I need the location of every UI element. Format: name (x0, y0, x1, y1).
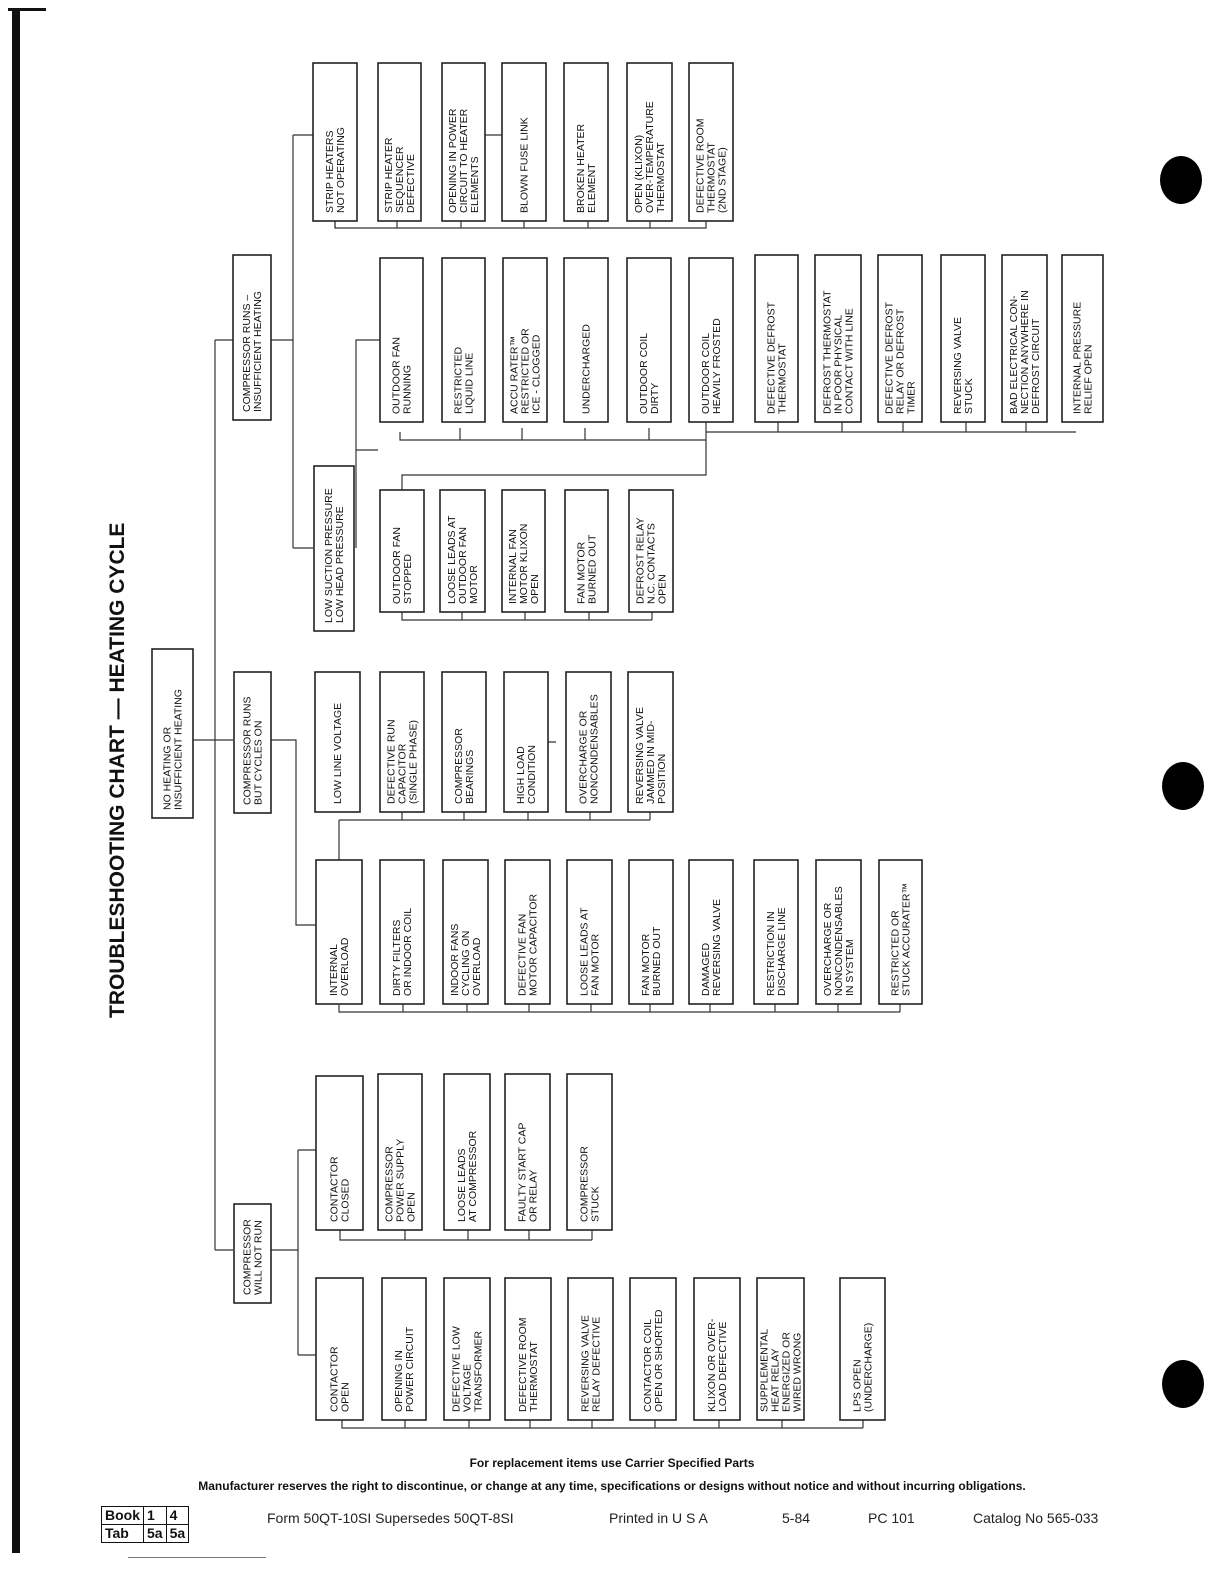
strip-heater-cause-6-line-1: DEFECTIVE ROOM (694, 118, 707, 213)
overload-cause-7-line-2: DISCHARGE LINE (776, 907, 788, 996)
overload-cause-8 (816, 860, 861, 1004)
contactor-closed-cause-4 (567, 1074, 612, 1230)
fan-stopped-cause-2 (440, 490, 485, 612)
cycling-cause-5-line-1: OVERCHARGE OR (577, 710, 590, 804)
contactor-open (316, 1278, 363, 1420)
overload-cause-1-line-2: OR INDOOR COIL (402, 907, 414, 996)
strip-heater-cause-5 (627, 63, 672, 221)
contactor-closed-cause-4-line-2: STUCK (589, 1186, 602, 1222)
cycling-cause-5 (566, 672, 611, 812)
contactor-open-cause-6-line-1: KLIXON OR OVER- (706, 1318, 718, 1412)
contactor-open-cause-7-line-3: ENERGIZED OR (780, 1332, 793, 1412)
cycling-cause-3-line-2: BEARINGS (464, 749, 476, 804)
contactor-open-cause-5-line-2: OPEN OR SHORTED (653, 1309, 665, 1412)
suction-cause-6 (689, 258, 733, 422)
branch-compressor-runs-insufficient-line-1: COMPRESSOR RUNS – (241, 294, 253, 412)
overload-cause-2-line-3: OVERLOAD (471, 937, 483, 996)
contactor-closed-cause-1-line-3: OPEN (405, 1192, 418, 1222)
chart-title: TROUBLESHOOTING CHART — HEATING CYCLE (106, 522, 129, 1018)
contactor-open-cause-2-line-1: DEFECTIVE LOW (450, 1326, 463, 1412)
frost-cause-6-line-2: RELIEF OPEN (1082, 344, 1095, 414)
book-label: Book (102, 1507, 144, 1525)
manufacturer-disclaimer: Manufacturer reserves the right to discontinue, or change at any time, specifications or designs without notice and without incurring obligations. (198, 1479, 1026, 1493)
contactor-open-cause-5-line-1: CONTACTOR COIL (642, 1319, 654, 1412)
book-tab-index (101, 1506, 189, 1543)
overload-cause-9-line-1: RESTRICTED OR (889, 910, 902, 996)
contactor-open-cause-7-line-2: HEAT RELAY (769, 1348, 782, 1412)
suction-cause-1-line-1: OUTDOOR FAN (390, 336, 403, 414)
contactor-closed-cause-1 (378, 1074, 422, 1230)
underline-mark (128, 1557, 266, 1558)
overload-cause-7 (754, 860, 798, 1004)
contactor-closed-cause-3-line-2: OR RELAY (527, 1169, 540, 1222)
strip-heater-cause-5-line-1: OPEN (KLIXON) (633, 134, 645, 213)
frost-cause-5-line-3: DEFROST CIRCUIT (1030, 318, 1042, 414)
overload-cause-5-line-1: FAN MOTOR (640, 933, 652, 996)
suction-cause-5-line-1: OUTDOOR COIL (638, 332, 650, 414)
tab-label: Tab (102, 1525, 144, 1543)
frost-cause-3-line-3: TIMER (905, 381, 918, 414)
branch-compressor-runs-insufficient (233, 255, 271, 420)
contactor-open-cause-1-line-2: POWER CIRCUIT (404, 1326, 416, 1412)
fan-stopped-cause-1 (380, 490, 424, 612)
contactor-closed-cause-4-line-1: COMPRESSOR (578, 1146, 591, 1222)
cycling-cause-5-line-2: NONCONDENSABLES (588, 694, 601, 804)
fan-stopped-cause-5-line-1: DEFROST RELAY (634, 517, 647, 604)
overload-cause-3 (505, 860, 550, 1004)
cycling-cause-2-line-1: DEFECTIVE RUN (385, 719, 398, 804)
overload-cause-2-line-1: INDOOR FANS (449, 923, 461, 996)
strip-heater-cause-4 (564, 63, 608, 221)
cycling-cause-6 (628, 672, 673, 812)
overload-cause-5 (629, 860, 673, 1004)
contactor-open-cause-4-line-2: RELAY DEFECTIVE (590, 1316, 603, 1412)
suction-cause-5-line-2: DIRTY (649, 382, 661, 414)
contactor-open-cause-8-line-1: LPS OPEN (851, 1359, 864, 1412)
suction-cause-3 (503, 258, 547, 422)
frost-cause-2 (815, 255, 861, 422)
suction-cause-1 (380, 258, 423, 422)
fan-stopped-cause-2-line-1: LOOSE LEADS AT (446, 515, 458, 604)
strip-heaters-not-operating-line-2: NOT OPERATING (335, 127, 347, 213)
overload-cause-7-line-1: RESTRICTION IN (765, 911, 777, 996)
fan-stopped-cause-4-line-1: FAN MOTOR (575, 541, 588, 604)
contactor-closed (316, 1076, 363, 1230)
suction-cause-1-line-2: RUNNING (401, 365, 414, 414)
contactor-closed-cause-2-line-2: AT COMPRESSOR (467, 1130, 479, 1222)
contactor-open-cause-3-line-1: DEFECTIVE ROOM (517, 1317, 529, 1412)
tab-number-a: 5a (144, 1525, 167, 1543)
internal-overload-line-2: OVERLOAD (339, 937, 351, 996)
overload-cause-4-line-1: LOOSE LEADS AT (578, 907, 591, 996)
suction-cause-2 (442, 258, 485, 422)
frost-cause-2-line-3: CONTACT WITH LINE (843, 308, 856, 414)
contactor-open-cause-3 (505, 1278, 551, 1420)
contactor-open-cause-8-line-2: (UNDERCHARGE) (862, 1322, 875, 1412)
overload-cause-6-line-1: DAMAGED (700, 942, 712, 996)
frost-cause-5-line-1: BAD ELECTRICAL CON- (1008, 295, 1020, 414)
frost-cause-2-line-1: DEFROST THERMOSTAT (821, 290, 834, 414)
contactor-closed-cause-2 (444, 1074, 490, 1230)
contactor-open-cause-2 (444, 1278, 490, 1420)
replacement-parts-note: For replacement items use Carrier Specified Parts (469, 1456, 755, 1470)
contactor-closed-cause-3-line-1: FAULTY START CAP (516, 1122, 529, 1222)
overload-cause-1 (380, 860, 424, 1004)
branch-compressor-cycles-on-line-1: COMPRESSOR RUNS (241, 696, 254, 805)
overload-cause-6 (689, 860, 733, 1004)
strip-heater-cause-2-line-1: OPENING IN POWER (447, 108, 459, 213)
branch-compressor-will-not-run-line-2: WILL NOT RUN (252, 1220, 265, 1295)
cycling-cause-2-line-2: CAPACITOR (396, 743, 409, 804)
strip-heaters-not-operating-line-1: STRIP HEATERS (324, 130, 336, 213)
suction-cause-6-line-2: HEAVILY FROSTED (711, 318, 723, 414)
overload-cause-9-line-2: STUCK ACCURATER™ (900, 883, 913, 996)
overload-cause-2-line-2: CYCLING ON (460, 930, 472, 996)
branch-compressor-cycles-on-line-2: BUT CYCLES ON (252, 720, 265, 805)
overload-cause-4 (567, 860, 612, 1004)
strip-heater-cause-2 (442, 63, 485, 221)
cycling-cause-3-line-1: COMPRESSOR (453, 728, 465, 804)
frost-cause-1-line-2: THERMOSTAT (776, 343, 789, 414)
overload-cause-4-line-2: FAN MOTOR (589, 933, 602, 996)
fan-stopped-cause-5 (629, 490, 673, 612)
fan-stopped-cause-2-line-2: OUTDOOR FAN (457, 526, 469, 604)
contactor-open-cause-6 (694, 1278, 740, 1420)
cycling-cause-3 (442, 672, 486, 812)
strip-heater-cause-2-line-3: ELEMENTS (469, 156, 481, 213)
strip-heater-cause-1-line-2: SEQUENCER (394, 146, 406, 213)
cycling-cause-4-line-2: CONDITION (526, 745, 538, 804)
contactor-open-cause-5 (630, 1278, 676, 1420)
book-number-a: 1 (144, 1507, 167, 1525)
strip-heater-cause-1-line-3: DEFECTIVE (405, 154, 417, 213)
fan-stopped-cause-5-line-3: OPEN (656, 574, 669, 604)
strip-heater-cause-1-line-1: STRIP HEATER (383, 137, 395, 213)
low-suction-low-head-pressure-line-2: LOW HEAD PRESSURE (334, 506, 346, 623)
contactor-open-cause-6-line-2: LOAD DEFECTIVE (717, 1321, 729, 1412)
frost-cause-4 (941, 255, 985, 422)
fan-stopped-cause-4 (565, 490, 608, 612)
strip-heater-cause-3 (502, 63, 546, 221)
contactor-closed-cause-3 (505, 1074, 550, 1230)
strip-heater-cause-2-line-2: CIRCUIT TO HEATER (458, 108, 470, 213)
contactor-open-cause-1-line-1: OPENING IN (393, 1350, 405, 1412)
contactor-open-cause-7-line-1: SUPPLEMENTAL (758, 1328, 771, 1412)
fan-stopped-cause-1-line-2: STOPPED (402, 554, 414, 604)
branch-compressor-runs-insufficient-line-2: INSUFFICIENT HEATING (252, 291, 264, 412)
tab-number-b: 5a (166, 1525, 189, 1543)
branch-compressor-will-not-run (234, 1204, 271, 1303)
contactor-open-cause-4 (568, 1278, 613, 1420)
strip-heater-cause-5-line-3: THERMOSTAT (655, 142, 667, 213)
print-date: 5-84 (782, 1510, 811, 1526)
cycling-cause-4-line-1: HIGH LOAD (515, 746, 527, 804)
overload-cause-2 (443, 860, 488, 1004)
frost-cause-2-line-2: IN POOR PHYSICAL (832, 314, 845, 414)
suction-cause-3-line-3: ICE - CLOGGED (530, 334, 543, 414)
frost-cause-5 (1002, 255, 1047, 422)
branch-compressor-will-not-run-line-1: COMPRESSOR (241, 1219, 254, 1295)
frost-cause-3-line-2: RELAY OR DEFROST (894, 308, 907, 414)
fan-stopped-cause-4-line-2: BURNED OUT (586, 534, 599, 604)
strip-heater-cause-6-line-2: THERMOSTAT (705, 142, 718, 213)
contactor-closed-cause-1-line-1: COMPRESSOR (383, 1146, 396, 1222)
contactor-open-cause-7-line-4: WIRED WRONG (791, 1332, 804, 1412)
cycling-cause-1 (315, 672, 360, 812)
strip-heater-cause-6-line-3: (2ND STAGE) (716, 147, 729, 213)
node-boxes (152, 63, 1103, 1420)
frost-cause-4-line-1: REVERSING VALVE (952, 316, 964, 414)
low-suction-low-head-pressure-line-1: LOW SUCTION PRESSURE (323, 488, 335, 623)
root-no-heating (152, 649, 193, 818)
suction-cause-4-line-1: UNDERCHARGED (580, 324, 593, 414)
suction-cause-5 (627, 258, 671, 422)
frost-cause-1 (755, 255, 798, 422)
cycling-cause-1-line-1: LOW LINE VOLTAGE (332, 702, 344, 804)
pc-code: PC 101 (868, 1510, 915, 1526)
low-suction-low-head-pressure (314, 466, 354, 631)
contactor-closed-line-1: CONTACTOR (328, 1156, 341, 1222)
contactor-open-cause-2-line-3: TRANSFORMER (472, 1330, 485, 1412)
frost-cause-6-line-1: INTERNAL PRESSURE (1071, 301, 1084, 414)
suction-cause-3-line-1: ACCU RATER™ (508, 336, 521, 414)
form-number: Form 50QT-10SI Supersedes 50QT-8SI (267, 1510, 514, 1526)
suction-cause-6-line-1: OUTDOOR COIL (700, 332, 712, 414)
root-no-heating-line-2: INSUFFICIENT HEATING (172, 689, 185, 810)
frost-cause-5-line-2: NECTION ANYWHERE IN (1019, 290, 1031, 414)
internal-overload (316, 860, 362, 1004)
overload-cause-5-line-2: BURNED OUT (651, 926, 663, 996)
fan-stopped-cause-5-line-2: N.C. CONTACTS (645, 523, 658, 604)
contactor-closed-cause-1-line-2: POWER SUPPLY (394, 1138, 407, 1222)
suction-cause-4 (564, 258, 608, 422)
contactor-open-line-2: OPEN (339, 1382, 352, 1412)
strip-heater-cause-6 (689, 63, 733, 221)
overload-cause-6-line-2: REVERSING VALVE (711, 898, 723, 996)
frost-cause-3 (878, 255, 922, 422)
cycling-cause-2 (380, 672, 424, 812)
frost-cause-4-line-2: STUCK (963, 378, 975, 414)
fan-stopped-cause-2-line-3: MOTOR (468, 565, 480, 604)
suction-cause-3-line-2: RESTRICTED OR (519, 328, 532, 414)
contactor-closed-cause-2-line-1: LOOSE LEADS (456, 1148, 468, 1222)
contactor-open-cause-7 (757, 1278, 804, 1420)
branch-compressor-cycles-on (234, 672, 271, 813)
strip-heaters-not-operating (313, 63, 357, 221)
overload-cause-8-line-1: OVERCHARGE OR (822, 902, 834, 996)
frost-cause-3-line-1: DEFECTIVE DEFROST (883, 301, 896, 414)
cycling-cause-6-line-1: REVERSING VALVE (634, 706, 646, 804)
contactor-open-cause-8 (840, 1278, 885, 1420)
catalog-number: Catalog No 565-033 (973, 1510, 1099, 1526)
fan-stopped-cause-1-line-1: OUTDOOR FAN (391, 526, 403, 604)
contactor-open-cause-4-line-1: REVERSING VALVE (579, 1314, 592, 1412)
internal-overload-line-1: INTERNAL (328, 944, 340, 996)
fan-stopped-cause-3 (502, 490, 545, 612)
frost-cause-6 (1062, 255, 1103, 422)
suction-cause-2-line-1: RESTRICTED (452, 346, 465, 414)
frost-cause-1-line-1: DEFECTIVE DEFROST (765, 301, 778, 414)
printed-in: Printed in U S A (609, 1510, 708, 1526)
fan-stopped-cause-3-line-2: MOTOR KLIXON (518, 523, 530, 604)
cycling-cause-2-line-3: (SINGLE PHASE) (407, 719, 420, 804)
root-no-heating-line-1: NO HEATING OR (161, 726, 174, 810)
strip-heater-cause-4-line-1: BROKEN HEATER (575, 123, 587, 213)
contactor-open-line-1: CONTACTOR (328, 1346, 341, 1412)
strip-heater-cause-3-line-1: BLOWN FUSE LINK (518, 117, 531, 213)
cycling-cause-4 (504, 672, 548, 812)
contactor-open-cause-2-line-2: VOLTAGE (461, 1363, 474, 1412)
overload-cause-1-line-1: DIRTY FILTERS (391, 919, 403, 996)
contactor-closed-line-2: CLOSED (339, 1178, 352, 1222)
overload-cause-3-line-1: DEFECTIVE FAN (516, 913, 529, 996)
overload-cause-9 (879, 860, 922, 1004)
strip-heater-cause-5-line-2: OVER-TEMPERATURE (644, 101, 656, 213)
strip-heater-cause-4-line-2: ELEMENT (586, 163, 598, 213)
strip-heater-cause-1 (378, 63, 421, 221)
suction-cause-2-line-2: LIQUID LINE (463, 352, 476, 414)
overload-cause-3-line-2: MOTOR CAPACITOR (527, 893, 540, 996)
book-number-b: 4 (166, 1507, 189, 1525)
cycling-cause-6-line-2: JAMMED IN MID- (645, 720, 657, 804)
cycling-cause-6-line-3: POSITION (656, 753, 668, 804)
fan-stopped-cause-3-line-3: OPEN (529, 574, 541, 604)
fan-stopped-cause-3-line-1: INTERNAL FAN (507, 529, 519, 604)
overload-cause-8-line-2: NONCONDENSABLES (833, 886, 845, 996)
contactor-open-cause-3-line-2: THERMOSTAT (528, 1341, 540, 1412)
contactor-open-cause-1 (382, 1278, 426, 1420)
overload-cause-8-line-3: IN SYSTEM (844, 939, 856, 996)
